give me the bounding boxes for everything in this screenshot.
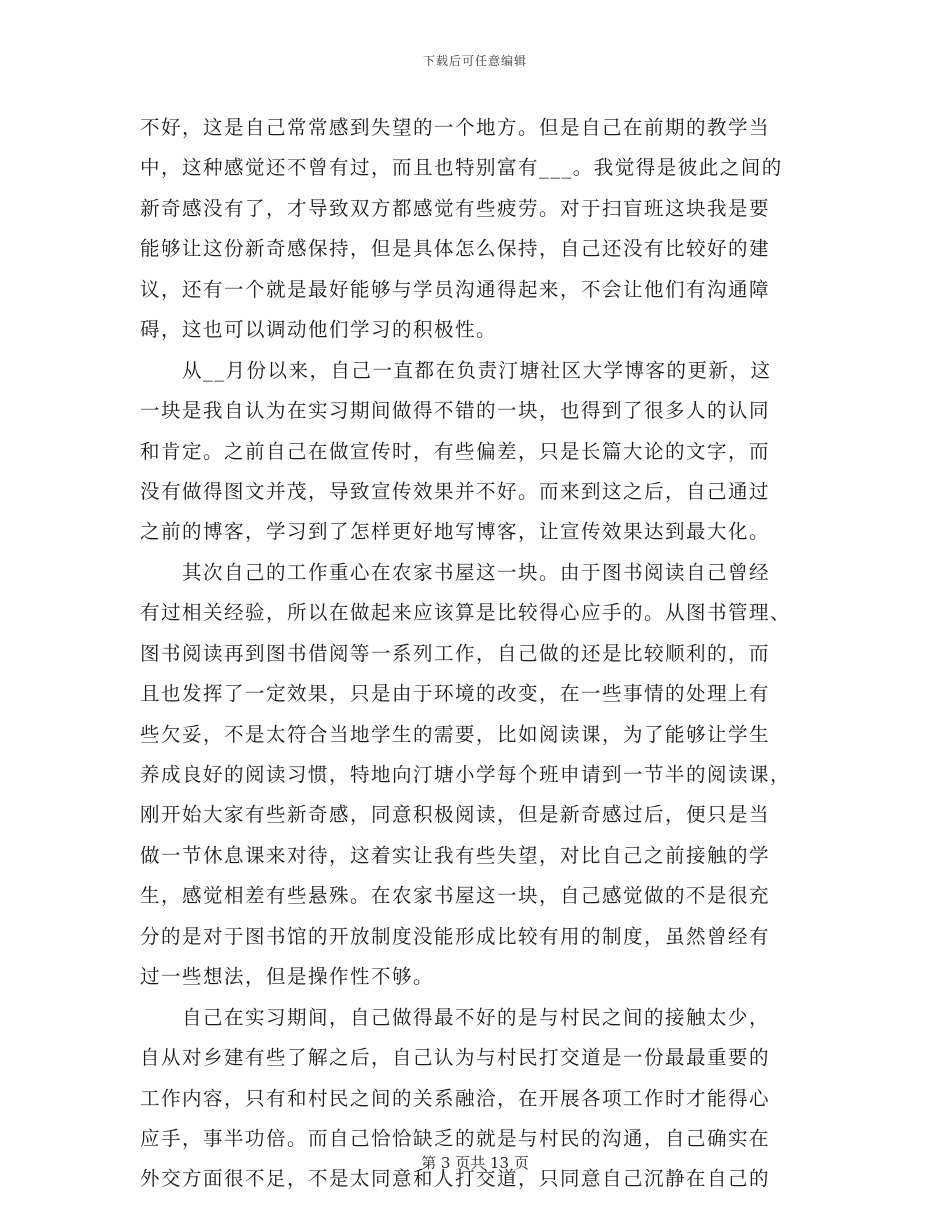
text-line: 一块是我自认为在实习期间做得不错的一块，也得到了很多人的认同 — [140, 399, 771, 423]
text-line: 养成良好的阅读习惯，特地向汀塘小学每个班申请到一节半的阅读课， — [140, 763, 792, 786]
text-line: 新奇感没有了，才导致双方都感觉有些疲劳。对于扫盲班这块我是要 — [140, 196, 771, 220]
page-header: 下载后可任意编辑 — [422, 54, 527, 68]
text-line: 自己在实习期间，自己做得最不好的是与村民之间的接触太少， — [140, 1005, 771, 1029]
text-line: 没有做得图文并茂，导致宣传效果并不好。而来到这之后，自己通过 — [140, 479, 771, 503]
text-line: 不好，这是自己常常感到失望的一个地方。但是自己在前期的教学当 — [140, 116, 771, 139]
text-line: 工作内容，只有和村民之间的关系融洽，在开展各项工作时才能得心 — [140, 1086, 771, 1110]
text-line: 议，还有一个就是最好能够与学员沟通得起来，不会让他们有沟通障 — [140, 277, 771, 301]
document-body — [140, 108, 812, 1200]
text-line: 之前的博客，学习到了怎样更好地写博客，让宣传效果达到最大化。 — [140, 520, 771, 544]
text-line: 生，感觉相差有些悬殊。在农家书屋这一块，自己感觉做的不是很充 — [140, 884, 771, 908]
text-line: 应手，事半功倍。而自己恰恰缺乏的就是与村民的沟通，自己确实在 — [140, 1126, 771, 1150]
text-line: 有过相关经验，所以在做起来应该算是比较得心应手的。从图书管理、 — [140, 601, 792, 625]
text-line: 分的是对于图书馆的开放制度没能形成比较有用的制度，虽然曾经有 — [140, 924, 771, 948]
text-line: 且也发挥了一定效果，只是由于环境的改变，在一些事情的处理上有 — [140, 682, 771, 706]
text-line: 图书阅读再到图书借阅等一系列工作，自己做的还是比较顺利的，而 — [140, 641, 771, 665]
text-line: 中，这种感觉还不曾有过，而且也特别富有___。我觉得是彼此之间的 — [140, 156, 783, 180]
text-line: 外交方面很不足，不是太同意和人打交道，只同意自己沉静在自己的 — [140, 1167, 771, 1191]
text-line: 和肯定。之前自己在做宣传时，有些偏差，只是长篇大论的文字，而 — [140, 439, 771, 463]
text-line: 做一节休息课来对待，这着实让我有些失望，对比自己之前接触的学 — [140, 843, 771, 867]
text-line: 过一些想法，但是操作性不够。 — [140, 965, 435, 989]
text-line: 刚开始大家有些新奇感，同意积极阅读，但是新奇感过后，便只是当 — [140, 803, 771, 827]
text-line: 些欠妥，不是太符合当地学生的需要，比如阅读课，为了能够让学生 — [140, 722, 771, 746]
text-line: 能够让这份新奇感保持，但是具体怎么保持，自己还没有比较好的建 — [140, 237, 771, 261]
page-number: 第 3 页共 13 页 — [421, 1154, 529, 1172]
text-line: 碍，这也可以调动他们学习的积极性。 — [140, 318, 498, 342]
text-line: 其次自己的工作重心在农家书屋这一块。由于图书阅读自己曾经 — [140, 560, 771, 584]
text-line: 从__月份以来，自己一直都在负责汀塘社区大学博客的更新，这 — [140, 358, 772, 382]
text-line: 自从对乡建有些了解之后，自己认为与村民打交道是一份最最重要的 — [140, 1046, 771, 1070]
